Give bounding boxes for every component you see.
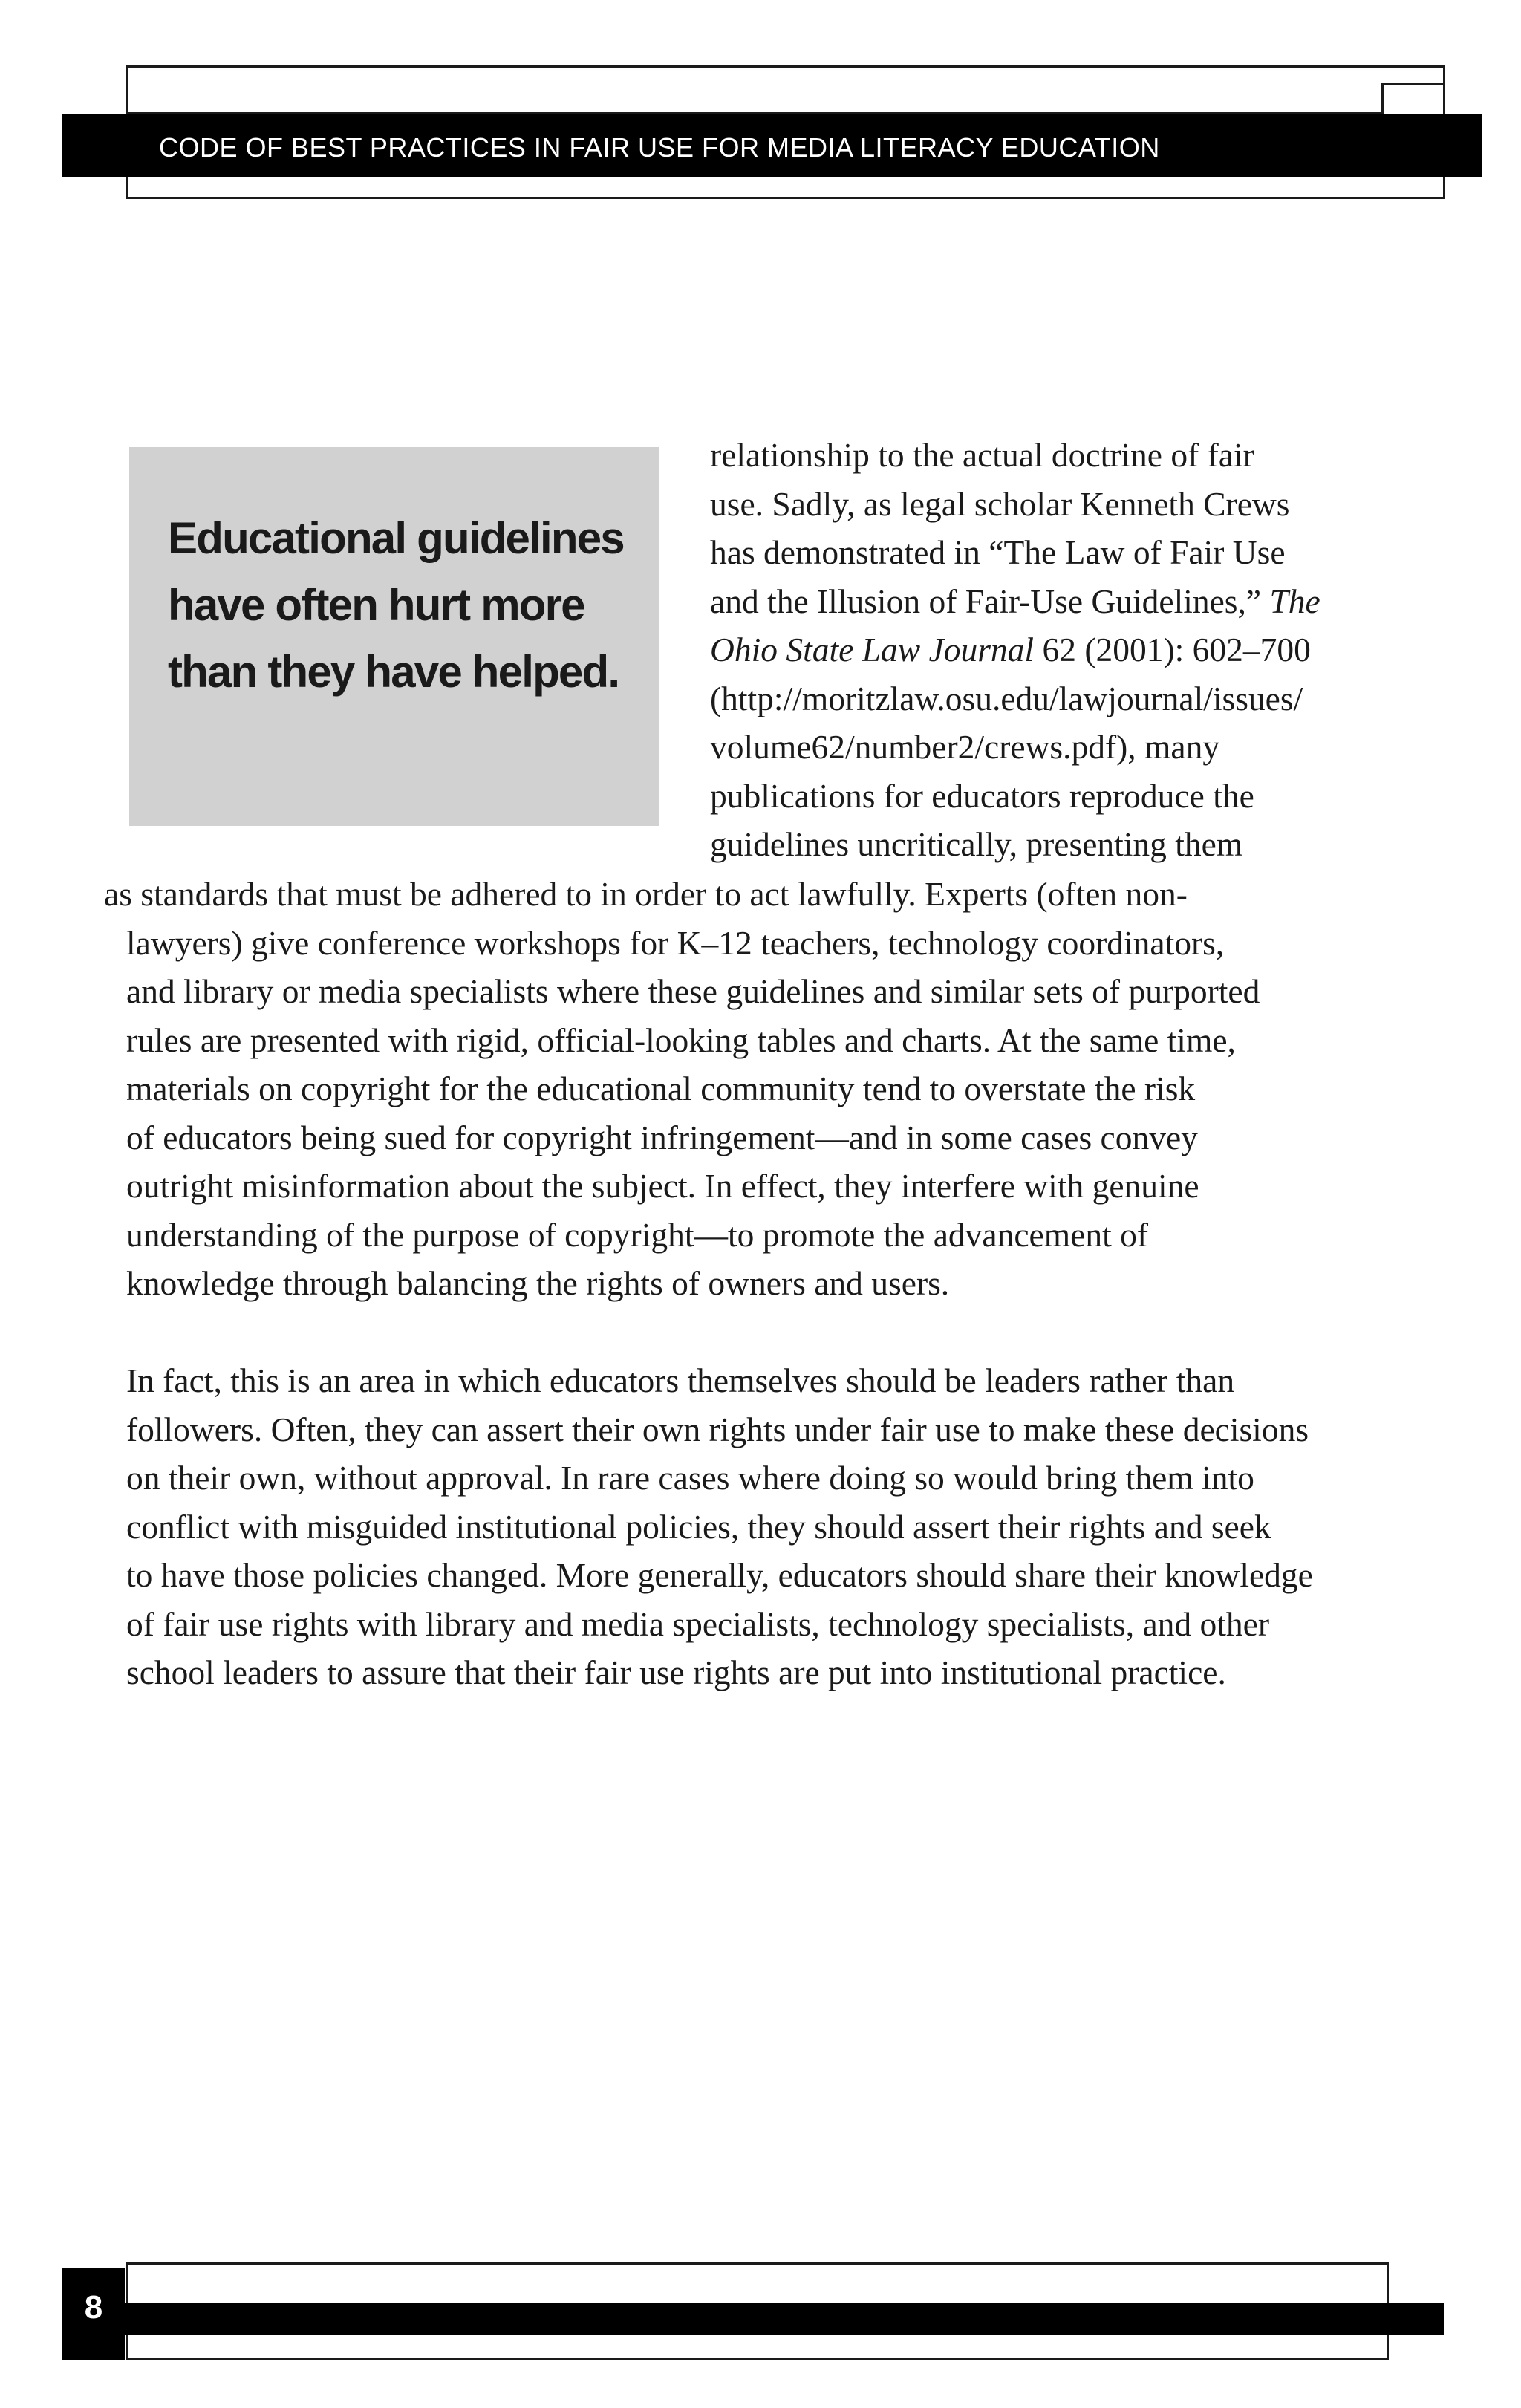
text-line: has demonstrated in “The Law of Fair Use	[710, 533, 1286, 571]
text-line: guidelines uncritically, presenting them	[710, 825, 1243, 863]
text-line: In fact, this is an area in which educators themselves should be leaders rather than	[126, 1361, 1235, 1399]
text-line: to have those policies changed. More generally, educators should share their knowledge	[126, 1556, 1313, 1594]
pull-quote-box	[129, 447, 659, 826]
header-outline-top	[126, 65, 1445, 114]
text-line: use. Sadly, as legal scholar Kenneth Crews	[710, 484, 1290, 523]
text-run: 62 (2001): 602–700	[1034, 631, 1311, 668]
text-line: publications for educators reproduce the	[710, 776, 1254, 815]
footer-bar	[62, 2303, 1444, 2335]
text-line: relationship to the actual doctrine of fair	[710, 436, 1254, 474]
text-line: and library or media specialists where these guidelines and similar sets of purported	[126, 972, 1260, 1010]
text-line: knowledge through balancing the rights of owners and users.	[126, 1264, 950, 1302]
text-line	[710, 577, 1320, 626]
text-line: rules are presented with rigid, official-looking tables and charts. At the same time,	[126, 1021, 1236, 1059]
text-line: understanding of the purpose of copyright—to promote the advancement of	[126, 1215, 1148, 1254]
journal-title-italic: The	[1269, 582, 1320, 620]
body-paragraph-2	[126, 1356, 1313, 1697]
text-line: as standards that must be adhered to in order to act lawfully. Experts (often non-	[104, 875, 1188, 913]
text-line: conflict with misguided institutional policies, they should assert their rights and seek	[126, 1507, 1271, 1546]
text-line: (http://moritzlaw.osu.edu/lawjournal/issues/	[710, 679, 1303, 717]
text-line: of fair use rights with library and media specialists, technology specialists, and other	[126, 1604, 1270, 1643]
page-number: 8	[84, 2289, 103, 2326]
journal-title-italic: Ohio State Law Journal	[710, 631, 1035, 668]
text-line	[710, 625, 1320, 674]
text-line: outright misinformation about the subject. In effect, they interfere with genuine	[126, 1167, 1199, 1205]
text-run: and the Illusion of Fair-Use Guidelines,”	[710, 582, 1262, 620]
running-header-title: CODE OF BEST PRACTICES IN FAIR USE FOR MEDIA LITERACY EDUCATION	[159, 132, 1160, 163]
text-line: school leaders to assure that their fair use rights are put into institutional practice.	[126, 1653, 1226, 1691]
text-line: on their own, without approval. In rare cases where doing so would bring them into	[126, 1459, 1254, 1497]
text-line: followers. Often, they can assert their own rights under fair use to make these decisions	[126, 1410, 1309, 1448]
text-line: of educators being sued for copyright infringement—and in some cases convey	[126, 1118, 1198, 1156]
text-line: volume62/number2/crews.pdf), many	[710, 728, 1220, 766]
header-corner-notch	[1381, 83, 1445, 114]
pull-quote-text: Educational guidelines have often hurt more than they have helped.	[168, 513, 624, 697]
text-line: lawyers) give conference workshops for K–12 teachers, technology coordinators,	[126, 923, 1225, 962]
body-text-continuation	[104, 870, 1260, 1308]
body-text-right-column	[710, 431, 1320, 869]
text-line: materials on copyright for the educational community tend to overstate the risk	[126, 1070, 1196, 1107]
